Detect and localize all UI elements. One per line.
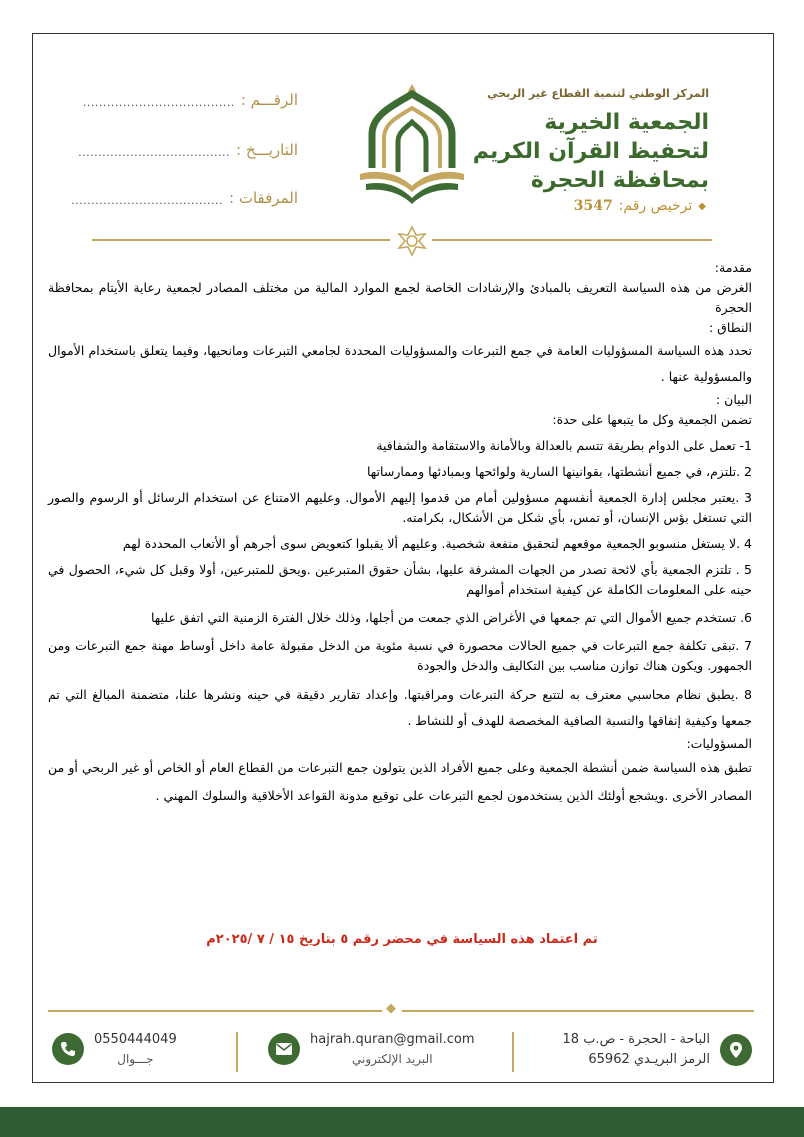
org-line-2: لتحفيظ القرآن الكريم: [472, 139, 709, 164]
attachments-value: ......................................: [71, 194, 224, 207]
header-divider-left: [92, 239, 390, 241]
responsibilities-text: تطبق هذه السياسة ضمن أنشطة الجمعية وعلى جميع الأفراد الذين يتولون جمع التبرعات من القطاع العام أو الخاص أو غير الربحي أو من المصادر الأخرى .ويشجع أولئك الذين يستخدمون لجمع التبرعات على توقيع مدونة القواعد الأخلاقية والسلوك المهني .: [48, 760, 752, 803]
intro-text: الغرض من هذه السياسة التعريف بالمبادئ والإرشادات الخاصة لجمع الموارد المالية من مختلف المصادر لجمعية رعاية الأيتام بمحافظة الحجرة: [48, 280, 752, 315]
org-line-1: الجمعية الخيرية: [544, 110, 709, 135]
scope-text: تحدد هذه السياسة المسؤوليات العامة في جمع التبرعات والمسؤوليات المحددة لجامعي التبرعات ومانحيها، وفيما يتعلق باستخدام الأموال والمسؤولية عنها .: [48, 343, 752, 384]
attachments-field: [71, 189, 298, 207]
footer-separator: [236, 1032, 238, 1072]
statement-lead: تضمن الجمعية وكل ما يتبعها على حدة:: [552, 412, 752, 427]
envelope-icon: [268, 1033, 300, 1065]
diamond-icon: ◆: [698, 200, 706, 212]
list-item: 5 . تلتزم الجمعية بأي لائحة تصدر من الجهات المشرفة عليها، بشأن حقوق المتبرعين .ويحق للمتبرعين، أولا وقبل كل شيء، الحصول في حينه على المعلومات الكاملة عن كيفية استخدام أموالهم: [48, 562, 752, 597]
statement-title: البيان :: [716, 392, 752, 407]
address-line-2: الرمز البريـدي 65962: [588, 1052, 710, 1067]
phone-number[interactable]: 0550444049: [94, 1032, 177, 1047]
org-line-3: بمحافظة الحجرة: [530, 168, 709, 193]
intro-title: مقدمة:: [714, 260, 752, 275]
list-item: 4 .لا يستغل منسوبو الجمعية موقعهم لتحقيق منفعة شخصية. وعليهم ألا يقبلوا كتعويض سوى أجرهم أو الأتعاب المحددة لهم: [122, 536, 752, 551]
address-block: [563, 1030, 752, 1070]
center-name: المركز الوطني لتنمية القطاع غير الربحي: [487, 87, 709, 100]
list-item: 6. تستخدم جميع الأموال التي تم جمعها في الأغراض الذي جمعت من أجلها، وذلك خلال الفترة الزمنية التي اتفق عليها: [150, 610, 752, 625]
scope-title: النطاق :: [709, 320, 752, 335]
list-item: 2 .تلتزم، في جميع أنشطتها، بقوانينها السارية ولوائحها وبمبادئها وممارساتها: [366, 464, 752, 479]
ornament-icon: [396, 225, 428, 257]
list-item: 8 .يطبق نظام محاسبي معترف به لتتبع حركة التبرعات ومراقبتها. وإعداد تقارير دقيقة في حينه ونشرها علنا، متضمنة المبالغ التي تم جمعها وكيفية إنفاقها والنسبة الصافية المخصصة للهدف أو للنشاط .: [48, 687, 752, 728]
reference-value: ......................................: [82, 96, 235, 109]
address-line-1: الباحة - الحجرة - ص.ب 18: [562, 1032, 710, 1047]
phone-label: جـــوال: [117, 1052, 154, 1066]
date-label: التاريـــخ :: [236, 141, 298, 159]
license-number: 3547: [573, 198, 613, 214]
reference-label: الرقـــم :: [240, 91, 298, 109]
header-divider-right: [432, 239, 712, 241]
email-block: [268, 1030, 475, 1068]
footer-divider-left: [48, 1010, 382, 1012]
policy-body: [48, 258, 752, 810]
approval-note: تم اعتماد هذه السياسة في محضر رقم ٥ بتاريخ ١٥ / ٧ /٢٠٢٥م: [206, 932, 598, 947]
responsibilities-title: المسؤوليات:: [686, 736, 752, 751]
license-label: ترخيص رقم:: [618, 198, 693, 214]
list-item: 7 .تبقى تكلفة جمع التبرعات في جميع الحالات محصورة في نسبة مئوية من الدخل مقبولة عامة داخل أوساط مهنة جمع التبرعات ومن الجمهور. ويكون هناك توازن مناسب بين التكاليف والدخل والجودة: [48, 638, 752, 673]
date-value: ......................................: [78, 146, 231, 159]
email-label: البريد الإلكتروني: [352, 1052, 433, 1066]
license-row: [574, 198, 706, 214]
location-pin-icon: [720, 1034, 752, 1066]
date-field: [78, 141, 298, 159]
footer-divider-right: [402, 1010, 754, 1012]
diamond-icon: ◆: [386, 1001, 396, 1016]
org-name: [473, 108, 709, 195]
logo-icon: [352, 76, 472, 210]
list-item: 1- تعمل على الدوام بطريقة تتسم بالعدالة وبالأمانة والاستقامة والشفافية: [376, 438, 752, 453]
list-item: 3 .يعتبر مجلس إدارة الجمعية أنفسهم مسؤولين أمام من قدموا إليهم الأموال. وعليهم الامتناع عن استخدام الرسائل أو الرسوم والصور التي تستغل بؤس الإنسان، أو تمس، بأي شكل من الأشكال، بكرامته.: [48, 490, 752, 525]
attachments-label: المرفقات :: [229, 189, 298, 207]
bottom-band: [0, 1107, 804, 1137]
footer-separator: [512, 1032, 514, 1072]
reference-number-field: [82, 91, 298, 109]
email-address[interactable]: hajrah.quran@gmail.com: [310, 1032, 475, 1047]
phone-icon: [52, 1033, 84, 1065]
phone-block: [52, 1030, 177, 1068]
